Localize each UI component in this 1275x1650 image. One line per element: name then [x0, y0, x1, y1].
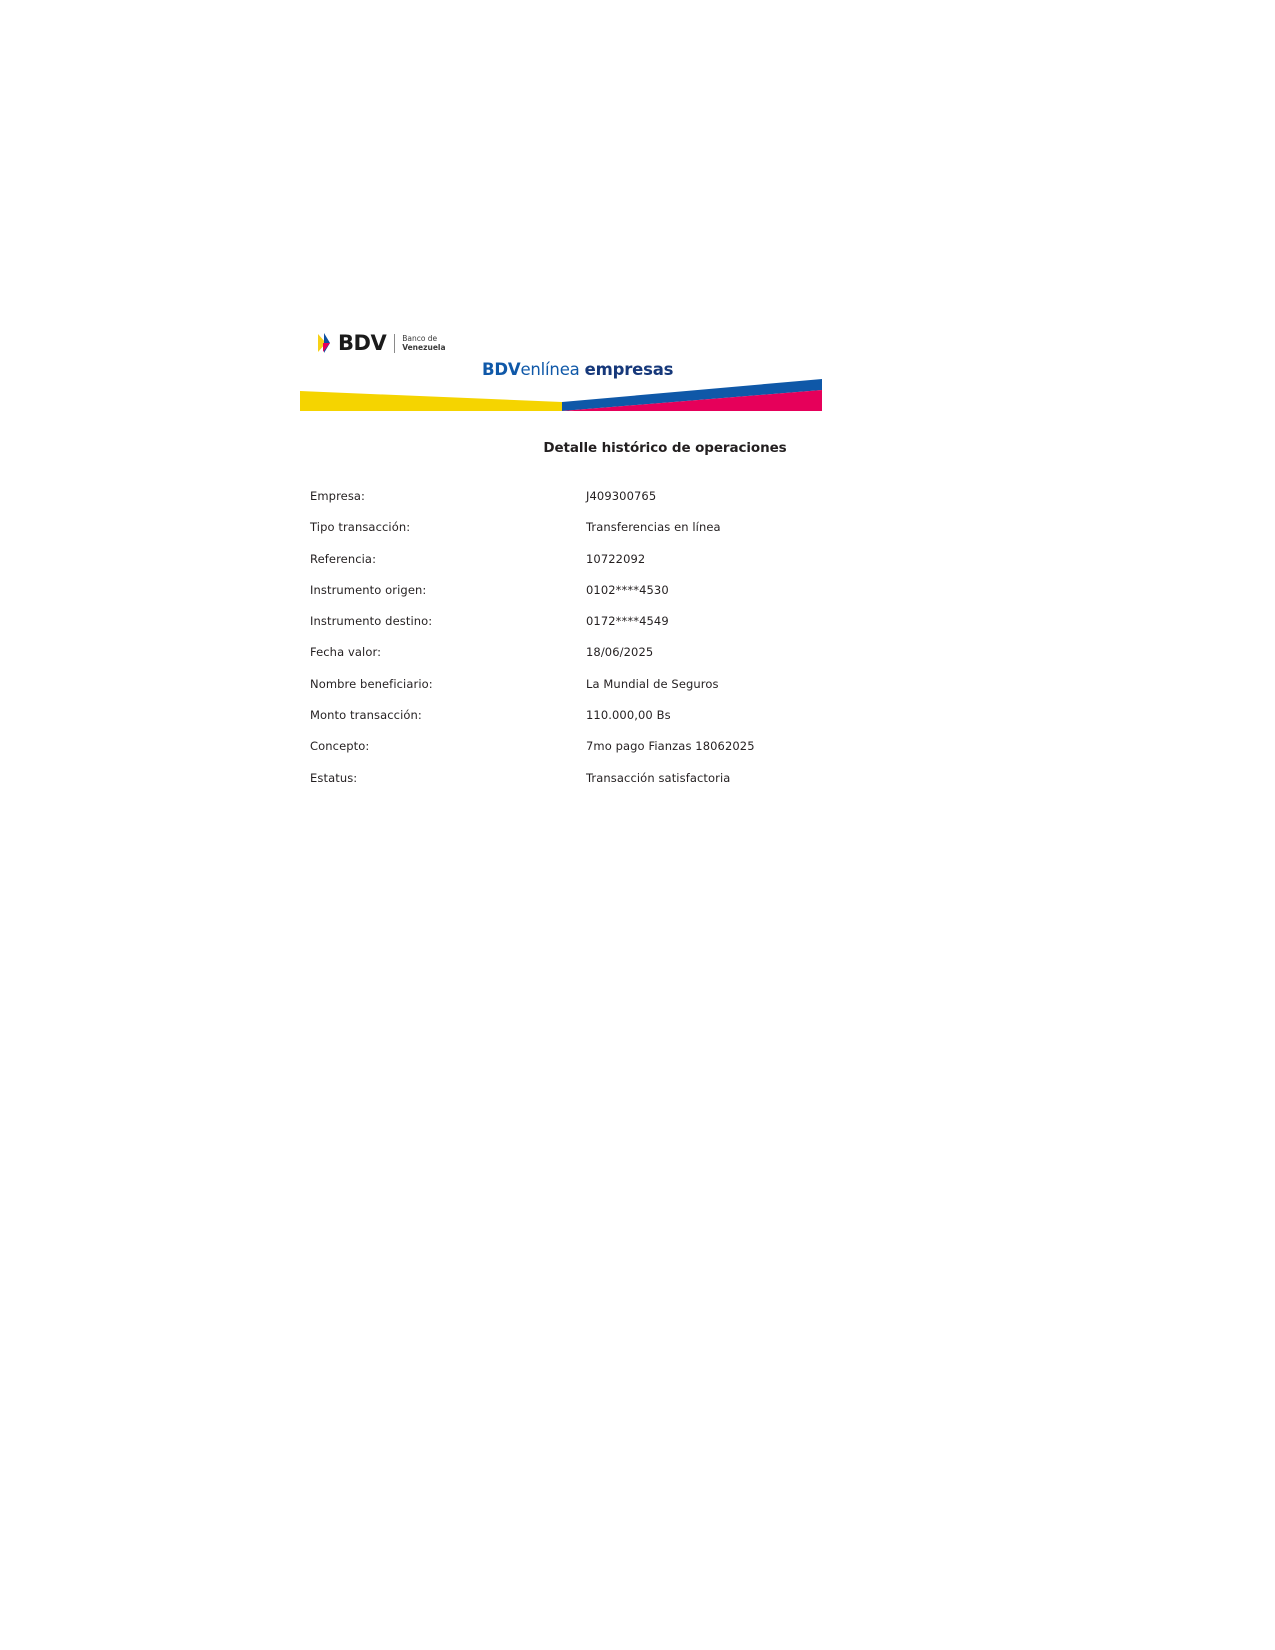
- product-brand-bdv: BDV: [482, 360, 521, 379]
- detail-label: Instrumento destino:: [310, 614, 433, 629]
- detail-row: [310, 583, 1010, 614]
- detail-row: [310, 520, 1010, 551]
- detail-value: 0102****4530: [586, 582, 669, 597]
- detail-label: Tipo transacción:: [310, 520, 411, 535]
- detail-value: 10722092: [586, 551, 646, 566]
- bdv-logo-subtitle-line2: Venezuela: [402, 343, 446, 352]
- detail-label: Instrumento origen:: [310, 582, 427, 597]
- bdv-logo-subtitle-line1: Banco de: [402, 334, 438, 343]
- detail-label: Empresa:: [310, 489, 366, 503]
- detail-label: Monto transacción:: [310, 708, 422, 723]
- detail-label: Fecha valor:: [310, 645, 382, 660]
- detail-label: Estatus:: [310, 770, 358, 785]
- detail-value: 0172****4549: [586, 614, 669, 629]
- detail-value: 18/06/2025: [586, 645, 654, 660]
- product-brand-empresas: empresas: [584, 360, 674, 379]
- detail-row: [310, 708, 1010, 739]
- bdv-logo-text: BDV: [338, 330, 387, 355]
- transaction-details: [310, 489, 1010, 802]
- detail-value: La Mundial de Seguros: [586, 676, 719, 691]
- detail-label: Referencia:: [310, 551, 377, 566]
- bdv-logo-icon: [318, 333, 335, 353]
- detail-value: Transacción satisfactoria: [586, 770, 731, 785]
- bdv-logo-subtitle: [402, 334, 445, 352]
- logo-divider: [394, 334, 395, 353]
- detail-label: Concepto:: [310, 739, 370, 754]
- detail-label: Nombre beneficiario:: [310, 676, 433, 691]
- detail-row: [310, 614, 1010, 645]
- detail-value: J409300765: [586, 489, 657, 503]
- detail-value: 7mo pago Fianzas 18062025: [586, 739, 755, 754]
- document-header: [310, 330, 830, 379]
- detail-row: [310, 739, 1010, 770]
- detail-row: [310, 771, 1010, 802]
- detail-row: [310, 552, 1010, 583]
- detail-value: Transferencias en línea: [586, 520, 721, 535]
- detail-value: 110.000,00 Bs: [586, 708, 671, 723]
- detail-row: [310, 677, 1010, 708]
- product-brand-enlinea: enlínea: [520, 360, 580, 379]
- detail-row: [310, 489, 1010, 520]
- detail-row: [310, 645, 1010, 676]
- brand-ribbon: [300, 373, 822, 411]
- bdv-logo: [318, 330, 830, 356]
- page-title: Detalle histórico de operaciones: [543, 440, 787, 456]
